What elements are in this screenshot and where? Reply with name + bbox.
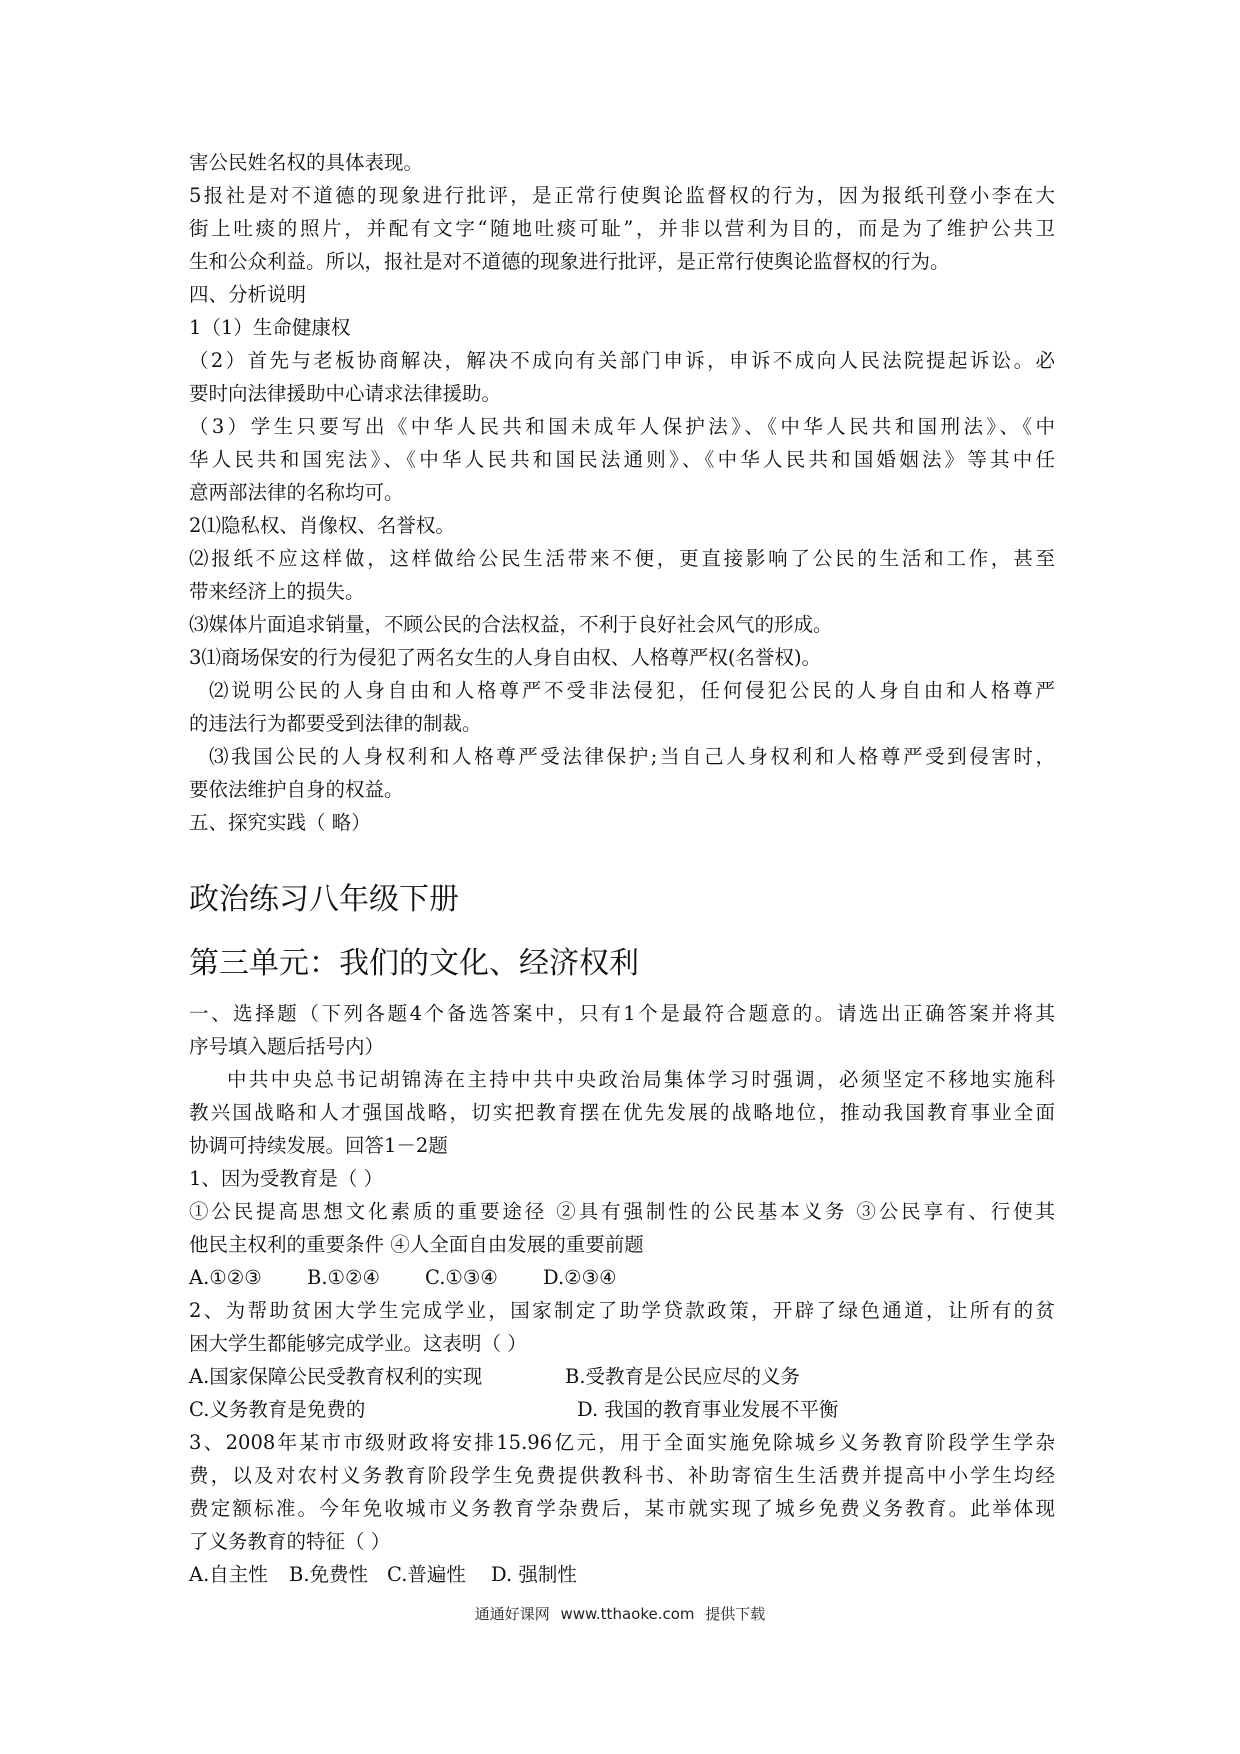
- document-page: [189, 146, 1055, 1591]
- text-line: 一、选择题（下列各题4个备选答案中，只有1个是最符合题意的。请选出正确答案并将其: [189, 1002, 1055, 1025]
- text-line: 意两部法律的名称均可。: [189, 481, 404, 504]
- question-choices: ①公民提高思想文化素质的重要途径 ②具有强制性的公民基本义务 ③公民享有、行使其: [189, 1200, 1055, 1223]
- text-line: 带来经济上的损失。: [189, 580, 365, 603]
- book-title: 政治练习八年级下册: [189, 882, 459, 917]
- text-line: 五、探究实践（ 略）: [189, 811, 371, 834]
- option-a: A.自主性: [189, 1563, 268, 1586]
- answer-options: [189, 1393, 1055, 1426]
- question-2: [189, 1294, 1055, 1426]
- text-line: 费定额标准。今年免收城市义务教育学杂费后，某市就实现了城乡免费义务教育。此举体现: [189, 1497, 1055, 1520]
- choice-section-intro: [189, 997, 1055, 1162]
- text-line: 费，以及对农村义务教育阶段学生免费提供教科书、补助寄宿生生活费并提高中小学生均经: [189, 1464, 1055, 1487]
- text-line: 了义务教育的特征（ ）: [189, 1530, 391, 1553]
- text-line: 生和公众利益。所以，报社是对不道德的现象进行批评，是正常行使舆论监督权的行为。: [189, 250, 950, 273]
- question-choices: 他民主权利的重要条件 ④人全面自由发展的重要前题: [189, 1233, 644, 1256]
- page-footer: [0, 1603, 1240, 1624]
- text-line: 四、分析说明: [189, 283, 307, 306]
- option-a: A.①②③: [189, 1266, 262, 1289]
- option-d: D. 我国的教育事业发展不平衡: [577, 1398, 839, 1421]
- question-stem: 2、为帮助贫困大学生完成学业，国家制定了助学贷款政策，开辟了绿色通道，让所有的贫: [189, 1299, 1055, 1322]
- text-line: 协调可持续发展。回答1－2题: [189, 1134, 448, 1157]
- option-c: C.普遍性: [387, 1563, 466, 1586]
- option-d: D.②③④: [543, 1266, 617, 1289]
- question-3: [189, 1426, 1055, 1591]
- footer-site-name: 通通好课网: [474, 1605, 550, 1623]
- text-line: 华人民共和国宪法》、《中华人民共和国民法通则》、《中华人民共和国婚姻法》等其中任: [189, 448, 1055, 471]
- text-line: 要依法维护自身的权益。: [189, 778, 404, 801]
- text-line: ⑶媒体片面追求销量，不顾公民的合法权益，不利于良好社会风气的形成。: [189, 613, 833, 636]
- footer-url[interactable]: www.tthaoke.com: [560, 1605, 695, 1623]
- text-line: 3、2008年某市市级财政将安排15.96亿元，用于全面实施免除城乡义务教育阶段学生学杂: [189, 1431, 1055, 1454]
- text-line: 3⑴商场保安的行为侵犯了两名女生的人身自由权、人格尊严权(名誉权)。: [189, 646, 822, 669]
- answer-section: [189, 146, 1055, 839]
- text-line: （2）首先与老板协商解决，解决不成向有关部门申诉，申诉不成向人民法院提起诉讼。必: [189, 349, 1055, 372]
- text-line: ⑵报纸不应这样做，这样做给公民生活带来不便，更直接影响了公民的生活和工作，甚至: [189, 547, 1055, 570]
- question-stem: 1、因为受教育是（ ）: [189, 1167, 384, 1190]
- text-line: 序号填入题后括号内）: [189, 1035, 385, 1058]
- text-line: 害公民姓名权的具体表现。: [189, 151, 424, 174]
- option-a: A.国家保障公民受教育权利的实现: [189, 1365, 483, 1388]
- text-line: 街上吐痰的照片，并配有文字“随地吐痰可耻”，并非以营利为目的，而是为了维护公共卫: [189, 217, 1055, 240]
- footer-suffix: 提供下载: [705, 1605, 766, 1623]
- answer-options: [189, 1558, 1055, 1591]
- text-line: 2⑴隐私权、肖像权、名誉权。: [189, 514, 455, 537]
- option-b: B.①②④: [307, 1266, 380, 1289]
- text-line: ⑶我国公民的人身权利和人格尊严受法律保护;当自己人身权利和人格尊严受到侵害时，: [209, 745, 1055, 768]
- option-c: C.义务教育是免费的: [189, 1398, 366, 1421]
- text-line: （3）学生只要写出《中华人民共和国未成年人保护法》、《中华人民共和国刑法》、《中: [189, 415, 1055, 438]
- text-line: ⑵说明公民的人身自由和人格尊严不受非法侵犯，任何侵犯公民的人身自由和人格尊严: [209, 679, 1055, 702]
- text-line: 教兴国战略和人才强国战略，切实把教育摆在优先发展的战略地位，推动我国教育事业全面: [189, 1101, 1055, 1124]
- text-line: 5报社是对不道德的现象进行批评，是正常行使舆论监督权的行为，因为报纸刊登小李在大: [189, 184, 1055, 207]
- answer-options: [189, 1360, 1055, 1393]
- option-b: B.受教育是公民应尽的义务: [565, 1365, 801, 1388]
- question-stem: 困大学生都能够完成学业。这表明（ ）: [189, 1332, 527, 1355]
- option-d: D. 强制性: [491, 1563, 577, 1586]
- question-1: [189, 1162, 1055, 1294]
- text-line: 要时向法律援助中心请求法律援助。: [189, 382, 502, 405]
- answer-options: [189, 1261, 1055, 1294]
- text-line: 中共中央总书记胡锦涛在主持中共中央政治局集体学习时强调，必须坚定不移地实施科: [227, 1068, 1055, 1091]
- question-stem-block: [189, 1426, 1055, 1558]
- option-b: B.免费性: [289, 1563, 369, 1586]
- text-line: 1（1）生命健康权: [189, 316, 351, 339]
- text-line: 的违法行为都要受到法律的制裁。: [189, 712, 482, 735]
- option-c: C.①③④: [425, 1266, 498, 1289]
- unit-title: 第三单元：我们的文化、经济权利: [189, 946, 639, 981]
